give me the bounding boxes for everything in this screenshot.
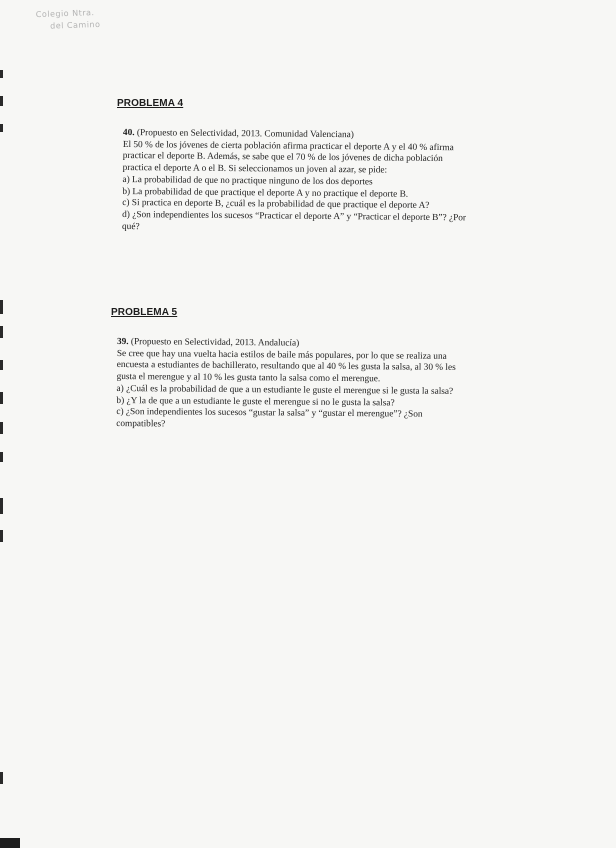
exercise-source: (Propuesto en Selectividad, 2013. Andalucía)	[130, 337, 300, 349]
question-c: c) ¿Son independientes los sucesos “gustar la salsa” y “gustar el merengue”? ¿Son	[116, 407, 423, 420]
question-b: b) ¿Y la de que a un estudiante le guste el merengue si no le gusta la salsa?	[116, 395, 395, 408]
question-d-continued: qué?	[122, 221, 140, 232]
problem-text-line: Se cree que hay una vuelta hacia estilos de baile más populares, por lo que se realiza una	[116, 348, 447, 362]
problem-text-line: practicar el deporte B. Además, se sabe que el 70 % de los jóvenes de dicha población	[122, 151, 443, 165]
question-d: d) ¿Son independientes los sucesos “Practicar el deporte A” y “Practicar el deporte B”? ¿Por	[122, 209, 467, 224]
exercise-number: 40.	[122, 128, 135, 139]
scan-corner-mark	[0, 838, 20, 848]
problem-text-line: encuesta a estudiantes de bachillerato, resultando que al 40 % les gusta la salsa, al 30 % les	[116, 360, 456, 374]
problem-text-line: El 50 % de los jóvenes de cierta población afirma practicar el deporte A y el 40 % afirma	[122, 139, 454, 153]
scan-edge-mark	[0, 392, 3, 404]
question-c-continued: compatibles?	[116, 418, 166, 430]
scan-edge-mark	[0, 326, 3, 338]
question-b: b) La probabilidad de que practique el deporte A y no practique el deporte B.	[122, 186, 409, 200]
scan-edge-mark	[0, 96, 3, 106]
exercise-number: 39.	[116, 337, 129, 348]
scan-edge-mark	[0, 772, 3, 784]
problem-text-line: practica el deporte A o el B. Si seleccionamos un joven al azar, se pide:	[122, 163, 388, 176]
problem-text-line: gusta el merengue y al 10 % les gusta tanto la salsa como el merengue.	[116, 372, 381, 385]
scan-edge-mark	[0, 70, 3, 78]
scan-edge-mark	[0, 452, 3, 462]
margin-note-line: Colegio Ntra.	[35, 8, 95, 20]
scan-edge-mark	[0, 498, 3, 514]
margin-note-line: del Camino	[50, 19, 101, 31]
exercise-source: (Propuesto en Selectividad, 2013. Comunidad Valenciana)	[136, 128, 354, 141]
scan-edge-mark	[0, 124, 3, 132]
problem-4-body	[122, 128, 523, 237]
scan-edge-mark	[0, 530, 3, 542]
handwritten-margin-note	[36, 7, 101, 33]
scan-edge-mark	[0, 360, 3, 370]
question-a: a) ¿Cuál es la probabilidad de que a un estudiante le guste el merengue si le gusta la salsa?	[116, 383, 454, 397]
question-c: c) Si practica en deporte B, ¿cuál es la probabilidad de que practique el deporte A?	[122, 198, 430, 212]
scan-edge-mark	[0, 300, 3, 314]
problem-5-heading: PROBLEMA 5	[111, 307, 178, 318]
scan-edge-mark	[0, 422, 3, 434]
question-a: a) La probabilidad de que no practique ninguno de los dos deportes	[122, 174, 373, 188]
problem-4-heading: PROBLEMA 4	[117, 98, 184, 109]
problem-5-body	[116, 337, 517, 434]
